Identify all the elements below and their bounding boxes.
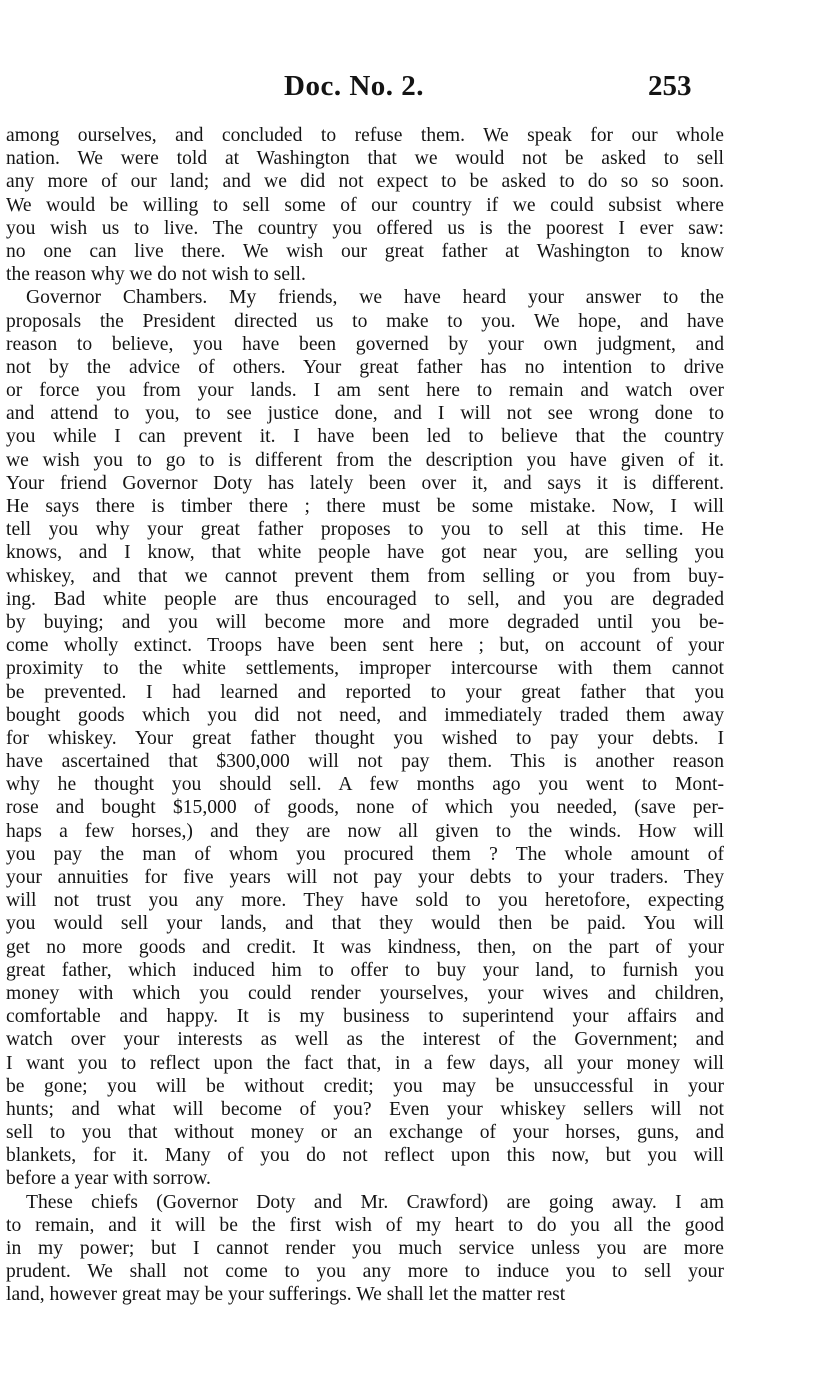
text-line: nation. We were told at Washington that we would not be asked to sell — [6, 148, 724, 170]
text-line: great father, which induced him to offer to buy your land, to furnish you — [6, 959, 724, 981]
text-line: before a year with sorrow. — [6, 1168, 211, 1190]
text-line: you pay the man of whom you procured them ? The whole amount of — [6, 843, 724, 865]
text-line: you while I can prevent it. I have been led to believe that the country — [6, 426, 724, 448]
text-line: proposals the President directed us to make to you. We hope, and have — [6, 310, 724, 332]
text-line: land, however great may be your sufferings. We shall let the matter rest — [6, 1284, 566, 1306]
text-line: you wish us to live. The country you offered us is the poorest I ever saw: — [6, 217, 724, 239]
text-line: your annuities for five years will not pay your debts to your traders. They — [6, 867, 724, 888]
text-line: We would be willing to sell some of our country if we could subsist where — [6, 194, 724, 216]
text-line: or force you from your lands. I am sent here to remain and watch over — [6, 380, 724, 402]
paragraph-governor-chambers-speech — [6, 286, 724, 1190]
text-line: we wish you to go to is different from the description you have given of it. — [6, 449, 724, 471]
text-line: come wholly extinct. Troops have been sent here ; but, on account of your — [6, 635, 724, 657]
text-line: rose and bought $15,000 of goods, none of which you needed, (save per- — [6, 797, 724, 819]
text-line: the reason why we do not wish to sell. — [6, 264, 306, 286]
text-line: any more of our land; and we did not expect to be asked to do so so soon. — [6, 171, 724, 193]
text-line: proximity to the white settlements, improper intercourse with them cannot — [6, 658, 724, 680]
text-line: bought goods which you did not need, and immediately traded them away — [6, 704, 724, 726]
text-line: I want you to reflect upon the fact that, in a few days, all your money will — [6, 1052, 724, 1074]
text-line: comfortable and happy. It is my business to superintend your affairs and — [6, 1006, 724, 1028]
text-line: will not trust you any more. They have sold to you heretofore, expecting — [6, 890, 724, 912]
text-line: whiskey, and that we cannot prevent them from selling or you from buy- — [6, 565, 724, 587]
text-line: These chiefs (Governor Doty and Mr. Crawford) are going away. I am — [26, 1191, 724, 1213]
text-line: money with which you could render yourselves, your wives and children, — [6, 982, 724, 1004]
text-line: be gone; you will be without credit; you may be unsuccessful in your — [6, 1075, 724, 1097]
text-line: blankets, for it. Many of you do not reflect upon this now, but you will — [6, 1145, 724, 1167]
paragraph-answer-continued — [6, 124, 724, 286]
text-line: for whiskey. Your great father thought you wished to pay your debts. I — [6, 727, 724, 749]
text-line: get no more goods and credit. It was kindness, then, on the part of your — [6, 936, 724, 958]
text-line: and attend to you, to see justice done, and I will not see wrong done to — [6, 403, 724, 425]
text-line: watch over your interests as well as the interest of the Government; and — [6, 1029, 724, 1051]
text-line: to remain, and it will be the first wish of my heart to do you all the good — [6, 1214, 724, 1236]
text-line: be prevented. I had learned and reported to your great father that you — [6, 681, 724, 703]
text-line: sell to you that without money or an exchange of your horses, guns, and — [6, 1122, 724, 1144]
running-head — [0, 70, 824, 110]
text-line: haps a few horses,) and they are now all given to the winds. How will — [6, 820, 724, 842]
text-line: not by the advice of others. Your great father has no intention to drive — [6, 356, 724, 378]
page-number: 253 — [648, 70, 692, 102]
text-line: in my power; but I cannot render you much service unless you are more — [6, 1238, 724, 1259]
text-line: by buying; and you will become more and more degraded until you be- — [6, 611, 724, 633]
text-line: reason to believe, you have been governed by your own judgment, and — [6, 333, 724, 355]
paragraph-chiefs-departing — [6, 1191, 724, 1307]
text-line: you would sell your lands, and that they would then be paid. You will — [6, 913, 724, 935]
text-line: tell you why your great father proposes to you to sell at this time. He — [6, 519, 724, 541]
text-line: He says there is timber there ; there must be some mistake. Now, I will — [6, 496, 724, 517]
text-line: why he thought you should sell. A few months ago you went to Mont- — [6, 774, 724, 796]
text-line: have ascertained that $300,000 will not pay them. This is another reason — [6, 751, 724, 773]
text-line: knows, and I know, that white people have got near you, are selling you — [6, 542, 724, 564]
text-line: no one can live there. We wish our great father at Washington to know — [6, 240, 724, 262]
text-line: hunts; and what will become of you? Even your whiskey sellers will not — [6, 1098, 724, 1120]
text-line: Your friend Governor Doty has lately been over it, and says it is different. — [6, 472, 724, 494]
text-line: prudent. We shall not come to you any more to induce you to sell your — [6, 1261, 724, 1283]
document-title: Doc. No. 2. — [284, 70, 425, 102]
body-text — [6, 124, 724, 1307]
text-line: ing. Bad white people are thus encouraged to sell, and you are degraded — [6, 588, 724, 610]
text-line: among ourselves, and concluded to refuse them. We speak for our whole — [6, 125, 724, 146]
text-line: Governor Chambers. My friends, we have heard your answer to the — [26, 287, 724, 309]
